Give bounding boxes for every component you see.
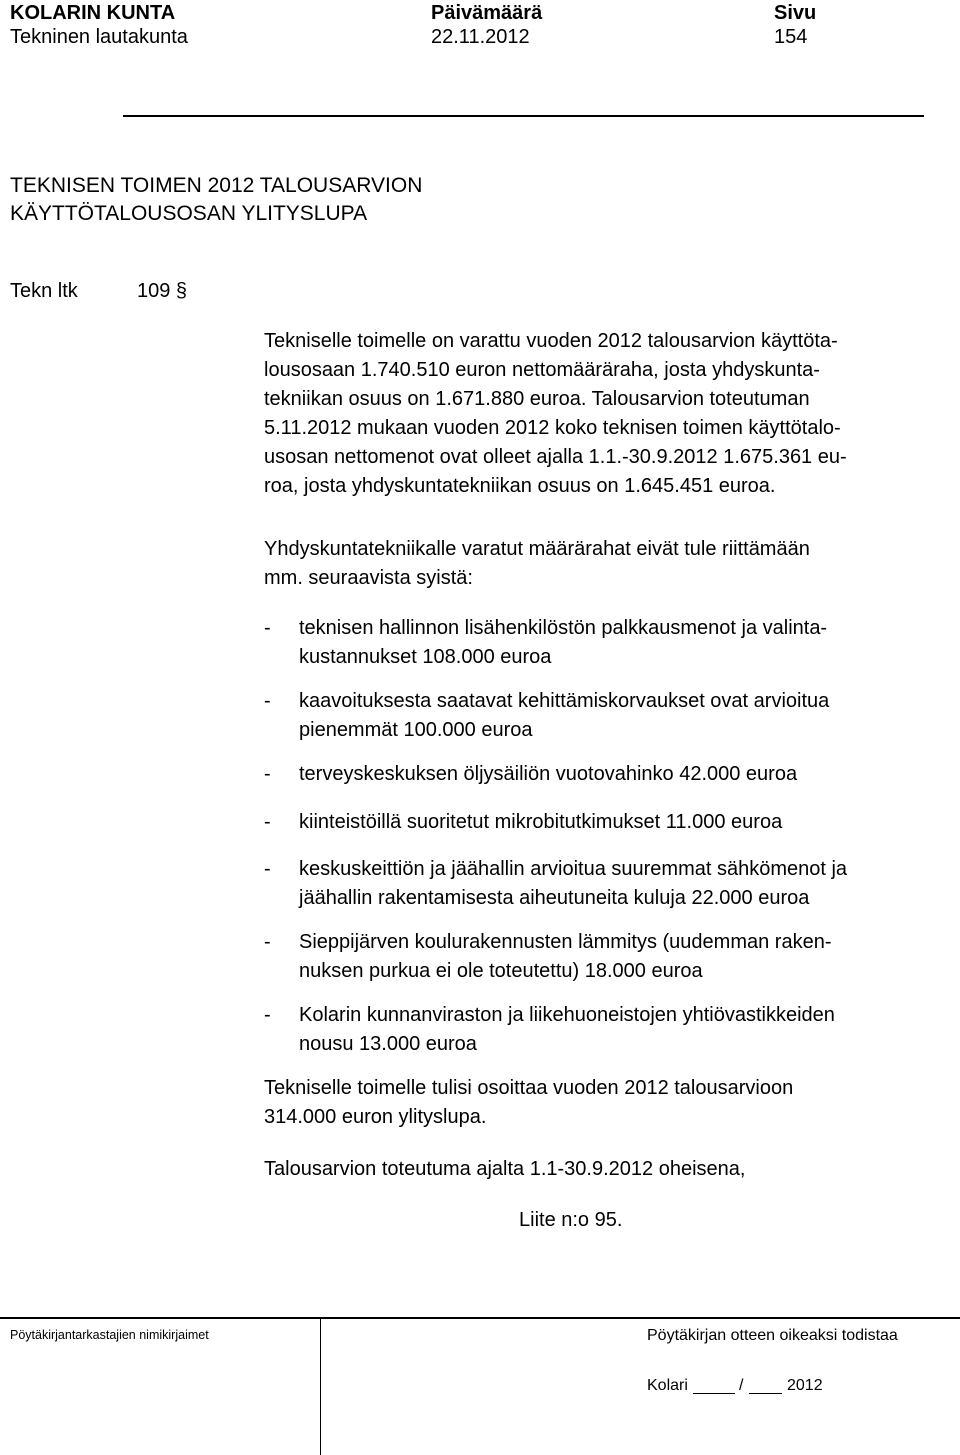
board-name: Tekninen lautakunta bbox=[10, 26, 188, 48]
bullet-line: keskuskeittiön ja jäähallin arvioitua suuremmat sähkömenot ja bbox=[299, 858, 848, 880]
footer-year: 2012 bbox=[787, 1377, 823, 1394]
bullet-marker: - bbox=[264, 811, 271, 833]
bullet-marker: - bbox=[264, 763, 271, 785]
footer-place: Kolari bbox=[647, 1377, 688, 1394]
paragraph-line: Tekniselle toimelle on varattu vuoden 2012 talousarvion käyttöta- bbox=[264, 330, 838, 352]
bullet-line: pienemmät 100.000 euroa bbox=[299, 719, 533, 741]
bullet-marker: - bbox=[264, 690, 271, 712]
bullet-line: kustannukset 108.000 euroa bbox=[299, 646, 552, 668]
month-blank-line bbox=[749, 1393, 782, 1394]
bullet-line: terveyskeskuksen öljysäiliön vuotovahinko 42.000 euroa bbox=[299, 763, 798, 785]
section-number: 109 § bbox=[137, 280, 188, 302]
section-ref: Tekn ltk bbox=[10, 280, 78, 302]
bullet-line: teknisen hallinnon lisähenkilöstön palkkausmenot ja valinta- bbox=[299, 617, 828, 639]
paragraph-4: Talousarvion toteutuma ajalta 1.1-30.9.2012 oheisena, bbox=[264, 1158, 746, 1180]
signature-initials-label: Pöytäkirjantarkastajien nimikirjaimet bbox=[10, 1328, 209, 1342]
footer-top-rule bbox=[0, 1317, 960, 1319]
paragraph-line: usosan nettomenot ovat olleet ajalla 1.1.-30.9.2012 1.675.361 eu- bbox=[264, 446, 847, 468]
bullet-marker: - bbox=[264, 931, 271, 953]
bullet-line: Kolarin kunnanviraston ja liikehuoneistojen yhtiövastikkeiden bbox=[299, 1004, 835, 1026]
certification-label: Pöytäkirjan otteen oikeaksi todistaa bbox=[647, 1327, 898, 1344]
date-label: Päivämäärä bbox=[431, 2, 543, 24]
bullet-marker: - bbox=[264, 1004, 271, 1026]
paragraph-2 bbox=[264, 535, 810, 593]
paragraph-line: roa, josta yhdyskuntatekniikan osuus on 1.645.451 euroa. bbox=[264, 475, 776, 497]
title-line-1: TEKNISEN TOIMEN 2012 TALOUSARVION bbox=[10, 174, 423, 197]
paragraph-1 bbox=[264, 327, 847, 501]
paragraph-line: 5.11.2012 mukaan vuoden 2012 koko teknisen toimen käyttötalo- bbox=[264, 417, 841, 439]
header-rule bbox=[123, 115, 924, 117]
bullet-line: jäähallin rakentamisesta aiheutuneita kuluja 22.000 euroa bbox=[299, 887, 810, 909]
paragraph-line: Yhdyskuntatekniikalle varatut määrärahat eivät tule riittämään bbox=[264, 538, 810, 560]
org-name: KOLARIN KUNTA bbox=[10, 2, 176, 24]
bullet-line: kaavoituksesta saatavat kehittämiskorvaukset ovat arvioitua bbox=[299, 690, 830, 712]
paragraph-3 bbox=[264, 1074, 793, 1132]
bullet-line: nuksen purkua ei ole toteutettu) 18.000 euroa bbox=[299, 960, 703, 982]
paragraph-line: 314.000 euron ylityslupa. bbox=[264, 1106, 487, 1128]
page-value: 154 bbox=[774, 26, 808, 48]
day-blank-line bbox=[693, 1393, 735, 1394]
bullet-line: kiinteistöillä suoritetut mikrobitutkimukset 11.000 euroa bbox=[299, 811, 783, 833]
attachment-ref: Liite n:o 95. bbox=[519, 1209, 623, 1231]
bullet-marker: - bbox=[264, 858, 271, 880]
paragraph-line: tekniikan osuus on 1.671.880 euroa. Talousarvion toteutuman bbox=[264, 388, 810, 410]
date-value: 22.11.2012 bbox=[431, 26, 530, 48]
paragraph-line: lousosaan 1.740.510 euron nettomääräraha, josta yhdyskunta- bbox=[264, 359, 820, 381]
paragraph-line: mm. seuraavista syistä: bbox=[264, 567, 473, 589]
footer-slash: / bbox=[739, 1377, 744, 1394]
title-line-2: KÄYTTÖTALOUSOSAN YLITYSLUPA bbox=[10, 202, 368, 225]
page-label: Sivu bbox=[774, 2, 817, 24]
paragraph-line: Tekniselle toimelle tulisi osoittaa vuoden 2012 talousarvioon bbox=[264, 1077, 794, 1099]
bullet-marker: - bbox=[264, 617, 271, 639]
bullet-line: nousu 13.000 euroa bbox=[299, 1033, 477, 1055]
footer-divider bbox=[320, 1317, 321, 1455]
bullet-line: Sieppijärven koulurakennusten lämmitys (uudemman raken- bbox=[299, 931, 832, 953]
